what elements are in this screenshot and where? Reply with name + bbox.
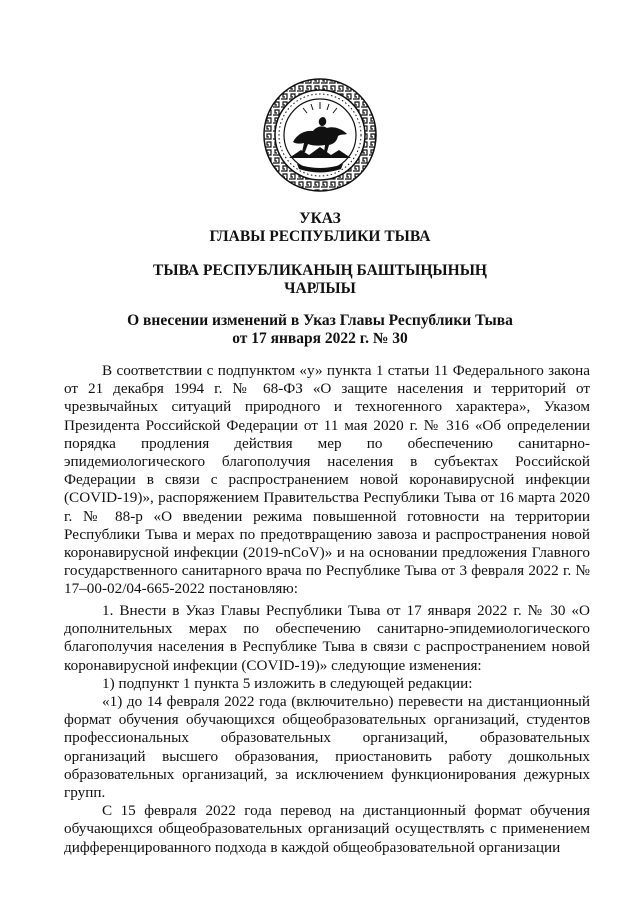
item-1-1-paragraph: 1) подпункт 1 пункта 5 изложить в следующей редакции: [102, 674, 473, 692]
subject-line-2: от 17 января 2022 г. № 30 [232, 330, 408, 347]
tuvan-title-line-2: ЧАРЛЫЫ [284, 280, 356, 297]
decree-title [60, 210, 580, 246]
preamble-paragraph: В соответствии с подпунктом «у» пункта 1 статьи 11 Федерального закона от 21 декабря 1994 г. № 68-ФЗ «О защите населения и территорий от чрезвычайных ситуаций природного и техногенного характера», Указом Президента Российской Федерации от 11 мая 2020 г. № 316 «Об определении порядка продления действия мер по обеспечению санитарно-эпидемиологического благополучия населения в субъектах Российской Федерации в связи с распространением новой коронавирусной инфекции (COVID-19)», распоряжением Правительства Республики Тыва от 16 марта 2020 г. № 88-р «О введении режима повышенной готовности на территории Республики Тыва и мерах по предотвращению завоза и распространения новой коронавирусной инфекции (2019-nCoV)» и на основании предложения Главного государственного санитарного врача по Республике Тыва от 3 февраля 2022 г. № 17–00-02/04-665-2022 постановляю: [64, 362, 590, 598]
preamble-section [64, 362, 590, 599]
item-1-paragraph: 1. Внести в Указ Главы Республики Тыва от 17 января 2022 г. № 30 «О дополнительных мерах по обеспечению санитарно-эпидемиологического благополучия населения в Республике Тыва в связи с распространением новой коронавирусной инфекции (COVID-19)» следующие изменения: [64, 602, 590, 674]
quote-paragraph-2: С 15 февраля 2022 года перевод на дистанционный формат обучения обучающихся общеобразовательных организаций осуществлять с применением дифференцированного подхода в каждой общеобразовательной организации [64, 802, 590, 856]
title-line-2: ГЛАВЫ РЕСПУБЛИКИ ТЫВА [209, 228, 431, 245]
decree-items-section [64, 602, 590, 857]
quote-paragraph-1: «1) до 14 февраля 2022 года (включительно) перевести на дистанционный формат обучения обучающихся общеобразовательных организаций, студентов профессиональных образовательных организаций, образовательных организаций высшего образования, приостановить работу дошкольных образовательных организаций, за исключением функционирования дежурных групп. [64, 693, 590, 802]
title-line-1: УКАЗ [299, 210, 341, 227]
coat-of-arms-icon [241, 76, 399, 194]
tuvan-title-line-1: ТЫВА РЕСПУБЛИКАНЫҢ БАШТЫҢЫНЫҢ [153, 262, 487, 279]
subject-line-1: О внесении изменений в Указ Главы Республики Тыва [127, 312, 513, 329]
decree-title-tuvan [60, 262, 580, 298]
decree-subject [60, 312, 580, 348]
